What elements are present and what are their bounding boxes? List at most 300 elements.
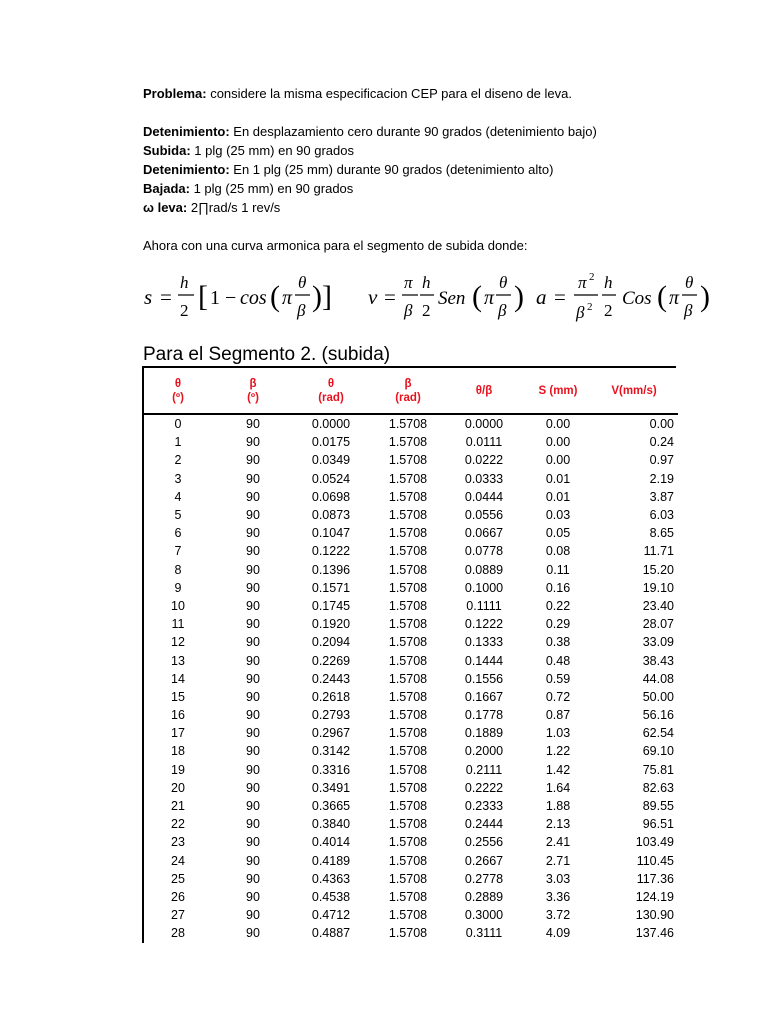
formula-s <box>144 273 332 320</box>
table-cell: 4.09 <box>545 926 571 941</box>
table-cell: 1.5708 <box>388 417 428 432</box>
table-cell: 1.5708 <box>388 435 428 450</box>
table-cell: 11 <box>171 617 185 632</box>
svg-text:Sen: Sen <box>438 288 466 309</box>
col-header-theta-rad: θ (rad) <box>318 377 344 404</box>
table-cell: 9 <box>174 580 182 595</box>
table-cell: 1.5708 <box>388 653 428 668</box>
table-cell: 24 <box>171 853 185 868</box>
table-cell: 3.03 <box>545 871 571 886</box>
table-cell: 1.5708 <box>388 453 428 468</box>
table-cell: 1 <box>174 435 182 450</box>
table-cell: 90 <box>246 544 260 559</box>
table-cell: 0.1047 <box>311 526 351 541</box>
table-cell: 27 <box>171 908 185 923</box>
table-cell: 22 <box>171 817 185 832</box>
svg-text:β: β <box>498 301 507 320</box>
table-row <box>142 724 678 742</box>
table-cell: 0.00 <box>545 435 571 450</box>
table-cell: 90 <box>246 526 260 541</box>
table-cell: 2.71 <box>545 853 571 868</box>
table-cell: 0.4363 <box>311 871 351 886</box>
table-cell: 0.2793 <box>311 708 351 723</box>
table-cell: 0.3840 <box>311 817 351 832</box>
table-cell: 103.49 <box>635 835 674 850</box>
table-cell: 8.65 <box>649 526 674 541</box>
table-cell: 0.0349 <box>311 453 351 468</box>
table-cell: 0.2094 <box>311 635 351 650</box>
table-cell: 0.01 <box>545 471 571 486</box>
table-cell: 0.11 <box>546 562 570 577</box>
table-row <box>142 488 678 506</box>
table-cell: 3.36 <box>545 889 571 904</box>
spec-label: ω leva: <box>143 200 188 215</box>
spec-label: Detenimiento: <box>143 124 230 139</box>
table-cell: 90 <box>246 598 260 613</box>
table-cell: 0.59 <box>545 671 571 686</box>
table-row <box>142 506 678 524</box>
table-cell: 38.43 <box>642 653 674 668</box>
table-cell: 1.5708 <box>388 799 428 814</box>
table-cell: 0.4538 <box>311 889 351 904</box>
table-cell: 50.00 <box>642 689 674 704</box>
table-cell: 0.1000 <box>464 580 504 595</box>
table-cell: 23 <box>171 835 185 850</box>
table-cell: 124.19 <box>635 889 674 904</box>
svg-text:β: β <box>684 301 693 320</box>
table-cell: 90 <box>246 617 260 632</box>
table-cell: 3 <box>174 471 182 486</box>
table-cell: 21 <box>171 799 185 814</box>
table-cell: 1.64 <box>545 780 571 795</box>
table-cell: 0.4712 <box>311 908 351 923</box>
table-cell: 1.5708 <box>388 508 428 523</box>
col-header-beta-deg: β (º) <box>247 377 259 404</box>
table-cell: 1.5708 <box>388 817 428 832</box>
table-cell: 0.00 <box>545 417 571 432</box>
table-cell: 0.00 <box>649 417 674 432</box>
table-cell: 90 <box>246 653 260 668</box>
table-cell: 28.07 <box>642 617 674 632</box>
svg-text:2: 2 <box>589 271 595 283</box>
table-cell: 90 <box>246 926 260 941</box>
table-cell: 90 <box>246 435 260 450</box>
table-cell: 0.2889 <box>464 889 504 904</box>
table-cell: 90 <box>246 689 260 704</box>
table-cell: 2 <box>174 453 182 468</box>
table-cell: 90 <box>246 453 260 468</box>
table-row <box>142 615 678 633</box>
table-cell: 0.0000 <box>464 417 504 432</box>
table-row <box>142 451 678 469</box>
table-cell: 90 <box>246 489 260 504</box>
table-cell: 0.1745 <box>311 598 351 613</box>
table-cell: 90 <box>246 744 260 759</box>
svg-text:Cos: Cos <box>622 288 652 309</box>
problem-statement <box>143 86 572 102</box>
table-cell: 44.08 <box>642 671 674 686</box>
svg-text:s: s <box>144 285 153 309</box>
table-cell: 8 <box>174 562 182 577</box>
table-cell: 0.22 <box>545 598 571 613</box>
table-cell: 56.16 <box>642 708 674 723</box>
table-cell: 90 <box>246 871 260 886</box>
table-cell: 1.5708 <box>388 598 428 613</box>
table-cell: 1.5708 <box>388 744 428 759</box>
table-cell: 0.2444 <box>464 817 504 832</box>
table-cell: 4 <box>174 489 182 504</box>
table-cell: 10 <box>171 598 185 613</box>
spec-text: 1 plg (25 mm) en 90 grados <box>189 181 354 196</box>
table-cell: 13 <box>171 653 185 668</box>
col-header-s: S (mm) <box>538 384 578 397</box>
table-cell: 0.03 <box>545 508 571 523</box>
table-cell: 0.05 <box>545 526 571 541</box>
table-cell: 110.45 <box>636 853 674 868</box>
svg-text:2: 2 <box>604 301 613 320</box>
table-cell: 0.16 <box>545 580 571 595</box>
svg-text:2: 2 <box>587 301 593 313</box>
table-cell: 1.5708 <box>388 780 428 795</box>
table-cell: 0.1920 <box>311 617 351 632</box>
svg-text:2: 2 <box>422 301 431 320</box>
table-cell: 1.5708 <box>388 617 428 632</box>
formula-v <box>368 273 524 320</box>
table-cell: 0.1333 <box>464 635 504 650</box>
table-cell: 6 <box>174 526 182 541</box>
table-cell: 0.1444 <box>464 653 504 668</box>
table-cell: 1.03 <box>545 726 571 741</box>
table-row <box>142 651 678 669</box>
table-cell: 14 <box>171 671 185 686</box>
spec-line-3 <box>143 162 553 178</box>
table-cell: 20 <box>171 780 185 795</box>
svg-text:]: ] <box>322 280 332 313</box>
table-cell: 0.0111 <box>465 435 503 450</box>
table-cell: 0.0778 <box>464 544 504 559</box>
table-cell: 0.2967 <box>311 726 351 741</box>
table-cell: 1.22 <box>545 744 571 759</box>
table-cell: 0.1571 <box>311 580 351 595</box>
spec-label: Subida: <box>143 143 191 158</box>
table-row <box>142 597 678 615</box>
table-cell: 1.5708 <box>388 853 428 868</box>
table-cell: 90 <box>246 580 260 595</box>
table-cell: 0 <box>174 417 182 432</box>
table-cell: 1.5708 <box>388 671 428 686</box>
table-cell: 0.00 <box>545 453 571 468</box>
spec-line-2 <box>143 143 354 159</box>
spec-text: En desplazamiento cero durante 90 grados (detenimiento bajo) <box>229 124 597 139</box>
table-cell: 2.41 <box>545 835 571 850</box>
table-cell: 0.0698 <box>311 489 351 504</box>
table-cell: 90 <box>246 853 260 868</box>
table-cell: 33.09 <box>642 635 674 650</box>
table-cell: 0.2778 <box>464 871 504 886</box>
spec-text: 1 plg (25 mm) en 90 grados <box>190 143 354 158</box>
harmonic-formulas <box>140 268 730 328</box>
table-cell: 17 <box>171 726 185 741</box>
table-cell: 0.0889 <box>464 562 504 577</box>
table-row <box>142 888 678 906</box>
svg-text:h: h <box>180 273 189 292</box>
table-cell: 0.2269 <box>311 653 351 668</box>
table-cell: 25 <box>171 871 185 886</box>
svg-text:=: = <box>554 285 566 309</box>
table-row <box>142 779 678 797</box>
table-cell: 90 <box>246 635 260 650</box>
table-cell: 3.87 <box>649 489 674 504</box>
table-cell: 1.5708 <box>388 544 428 559</box>
table-cell: 0.3111 <box>465 926 503 941</box>
table-cell: 15.20 <box>642 562 674 577</box>
svg-text:β: β <box>404 301 413 320</box>
table-cell: 0.24 <box>649 435 674 450</box>
table-cell: 90 <box>246 780 260 795</box>
table-cell: 16 <box>171 708 185 723</box>
spec-line-1 <box>143 124 597 140</box>
table-cell: 90 <box>246 508 260 523</box>
svg-text:π: π <box>669 287 680 309</box>
table-cell: 6.03 <box>649 508 674 523</box>
curve-text: Ahora con una curva armonica para el segmento de subida donde: <box>143 238 528 253</box>
table-cell: 69.10 <box>642 744 674 759</box>
table-cell: 2.19 <box>649 471 674 486</box>
svg-text:β: β <box>297 301 306 320</box>
spec-line-5 <box>143 200 280 216</box>
table-cell: 137.46 <box>635 926 674 941</box>
table-cell: 0.0667 <box>464 526 504 541</box>
svg-text:π: π <box>484 287 495 309</box>
svg-text:cos: cos <box>240 287 267 309</box>
table-cell: 0.3142 <box>311 744 351 759</box>
table-row <box>142 414 678 433</box>
table-cell: 3.72 <box>545 908 571 923</box>
table-cell: 1.5708 <box>388 635 428 650</box>
table-row <box>142 924 678 942</box>
table-cell: 0.2111 <box>465 762 503 777</box>
table-cell: 0.1778 <box>464 708 504 723</box>
table-row <box>142 906 678 924</box>
svg-text:π: π <box>404 273 413 292</box>
table-cell: 5 <box>174 508 182 523</box>
table-row <box>142 815 678 833</box>
table-cell: 1.5708 <box>388 926 428 941</box>
table-cell: 0.38 <box>545 635 571 650</box>
table-cell: 0.3491 <box>311 780 351 795</box>
table-cell: 0.48 <box>545 653 571 668</box>
table-row <box>142 761 678 779</box>
svg-text:π: π <box>282 287 293 309</box>
table-cell: 90 <box>246 799 260 814</box>
table-cell: 0.3000 <box>464 908 504 923</box>
svg-text:(: ( <box>657 280 667 313</box>
table-row <box>142 433 678 451</box>
table-cell: 0.0444 <box>464 489 504 504</box>
formula-a <box>536 271 710 322</box>
table-row <box>142 852 678 870</box>
table-row <box>142 579 678 597</box>
table-cell: 1.5708 <box>388 726 428 741</box>
spec-text: 2∏rad/s 1 rev/s <box>187 200 281 215</box>
table-cell: 130.90 <box>635 908 674 923</box>
table-cell: 11.71 <box>643 544 674 559</box>
table-row <box>142 561 678 579</box>
svg-text:β: β <box>576 303 585 322</box>
table-cell: 1.5708 <box>388 708 428 723</box>
table-cell: 26 <box>171 889 185 904</box>
svg-text:h: h <box>604 273 613 292</box>
spec-label: Bajada: <box>143 181 190 196</box>
table-cell: 18 <box>171 744 185 759</box>
table-cell: 90 <box>246 817 260 832</box>
table-cell: 1.5708 <box>388 889 428 904</box>
col-header-beta-rad: β (rad) <box>395 377 421 404</box>
svg-text:2: 2 <box>180 301 189 320</box>
svg-text:): ) <box>312 280 322 313</box>
svg-text:(: ( <box>472 280 482 313</box>
svg-text:θ: θ <box>298 273 307 292</box>
table-cell: 1.5708 <box>388 562 428 577</box>
table-cell: 90 <box>246 417 260 432</box>
problem-label: Problema: <box>143 86 207 101</box>
svg-text:=: = <box>384 285 396 309</box>
table-cell: 75.81 <box>642 762 674 777</box>
table-cell: 2.13 <box>545 817 571 832</box>
svg-text:): ) <box>514 280 524 313</box>
svg-text:v: v <box>368 285 378 309</box>
svg-text:=: = <box>160 285 172 309</box>
col-header-ratio: θ/β <box>475 384 493 397</box>
col-header-theta-deg: θ (º) <box>172 377 184 404</box>
svg-text:): ) <box>700 280 710 313</box>
table-header-row <box>142 368 678 414</box>
segment-title: Para el Segmento 2. (subida) <box>143 344 391 365</box>
svg-text:θ: θ <box>685 273 694 292</box>
table-cell: 0.1111 <box>466 598 502 613</box>
table-cell: 0.87 <box>545 708 571 723</box>
table-cell: 0.72 <box>545 689 571 704</box>
table-row <box>142 688 678 706</box>
table-cell: 28 <box>171 926 185 941</box>
svg-text:h: h <box>422 273 431 292</box>
table-cell: 0.0175 <box>311 435 351 450</box>
table-cell: 7 <box>174 544 182 559</box>
svg-text:a: a <box>536 285 547 309</box>
table-cell: 0.2667 <box>464 853 504 868</box>
table-cell: 1.42 <box>545 762 571 777</box>
table-cell: 0.0556 <box>464 508 504 523</box>
table-cell: 0.01 <box>545 489 571 504</box>
table-cell: 0.0524 <box>311 471 351 486</box>
table-cell: 1.5708 <box>388 871 428 886</box>
table-cell: 15 <box>171 689 185 704</box>
table-cell: 1.5708 <box>388 471 428 486</box>
table-cell: 19.10 <box>642 580 674 595</box>
table-cell: 1.5708 <box>388 580 428 595</box>
table-cell: 0.0000 <box>311 417 351 432</box>
table-cell: 0.2333 <box>464 799 504 814</box>
table-cell: 0.4014 <box>311 835 351 850</box>
table-cell: 90 <box>246 562 260 577</box>
table-cell: 0.4189 <box>311 853 351 868</box>
table-row <box>142 742 678 760</box>
table-cell: 1.5708 <box>388 762 428 777</box>
table-cell: 0.3665 <box>311 799 351 814</box>
table-body <box>142 414 678 942</box>
table-cell: 82.63 <box>642 780 674 795</box>
table-cell: 1.5708 <box>388 908 428 923</box>
svg-text:θ: θ <box>499 273 508 292</box>
table-cell: 96.51 <box>642 817 674 832</box>
table-cell: 0.4887 <box>311 926 351 941</box>
table-cell: 0.1222 <box>464 617 504 632</box>
table-cell: 0.0333 <box>464 471 504 486</box>
spec-line-4 <box>143 181 353 197</box>
table-row <box>142 870 678 888</box>
table-cell: 0.97 <box>649 453 674 468</box>
spec-text: En 1 plg (25 mm) durante 90 grados (detenimiento alto) <box>229 162 554 177</box>
table-cell: 0.29 <box>545 617 571 632</box>
table-cell: 90 <box>246 835 260 850</box>
col-header-v: V(mm/s) <box>611 384 657 397</box>
table-cell: 12 <box>171 635 185 650</box>
table-cell: 0.2222 <box>464 780 504 795</box>
svg-text:1 −: 1 − <box>210 287 237 309</box>
table-row <box>142 470 678 488</box>
table-cell: 0.3316 <box>311 762 351 777</box>
table-cell: 0.2443 <box>311 671 351 686</box>
table-cell: 90 <box>246 889 260 904</box>
problem-text: considere la misma especificacion CEP para el diseno de leva. <box>206 86 572 101</box>
table-cell: 1.5708 <box>388 526 428 541</box>
table-row <box>142 706 678 724</box>
table-cell: 19 <box>171 762 185 777</box>
spec-label: Detenimiento: <box>143 162 230 177</box>
table-row <box>142 524 678 542</box>
table-cell: 23.40 <box>642 598 674 613</box>
table-row <box>142 633 678 651</box>
svg-text:[: [ <box>198 280 208 313</box>
table-cell: 0.1556 <box>464 671 504 686</box>
table-cell: 90 <box>246 671 260 686</box>
table-cell: 90 <box>246 762 260 777</box>
table-cell: 62.54 <box>642 726 674 741</box>
table-row <box>142 542 678 560</box>
table-cell: 0.1396 <box>311 562 351 577</box>
table-cell: 89.55 <box>642 799 674 814</box>
table-row <box>142 670 678 688</box>
table-cell: 0.0873 <box>311 508 351 523</box>
table-cell: 0.08 <box>545 544 571 559</box>
table-cell: 90 <box>246 726 260 741</box>
svg-text:(: ( <box>270 280 280 313</box>
table-cell: 90 <box>246 471 260 486</box>
table-cell: 0.0222 <box>464 453 504 468</box>
table-cell: 0.2618 <box>311 689 351 704</box>
table-cell: 0.2000 <box>464 744 504 759</box>
table-cell: 117.36 <box>636 871 674 886</box>
svg-text:π: π <box>578 273 587 292</box>
table-cell: 1.88 <box>545 799 571 814</box>
table-cell: 90 <box>246 708 260 723</box>
segment-table <box>142 368 678 942</box>
table-cell: 1.5708 <box>388 689 428 704</box>
table-cell: 0.1667 <box>464 689 504 704</box>
table-row <box>142 833 678 851</box>
table-cell: 0.2556 <box>464 835 504 850</box>
table-cell: 90 <box>246 908 260 923</box>
